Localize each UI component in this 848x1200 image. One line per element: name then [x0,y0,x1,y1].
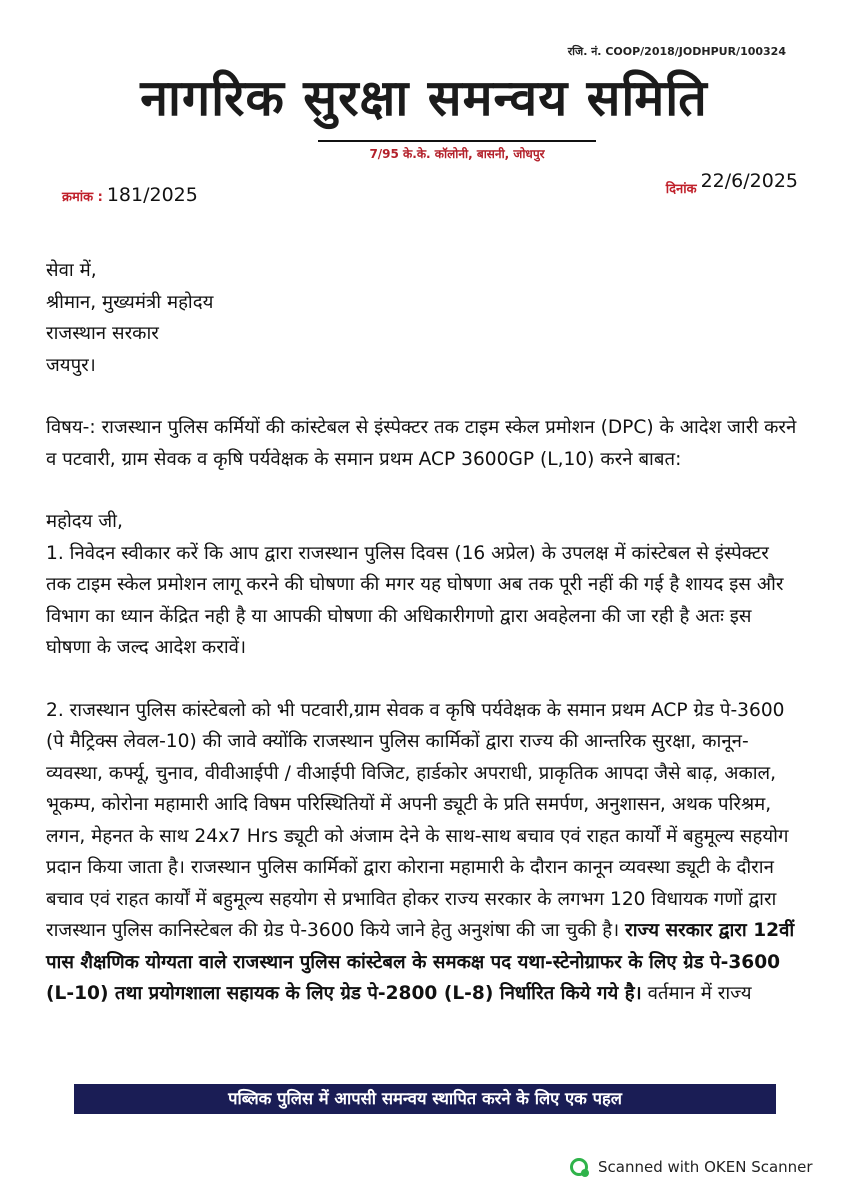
organization-address: 7/95 के.के. कॉलोनी, बासनी, जोधपुर [318,140,596,162]
recipient-line: राजस्थान सरकार [46,323,159,344]
reference-row [62,170,798,208]
paragraph-1: 1. निवेदन स्वीकार करें कि आप द्वारा राजस्थान पुलिस दिवस (16 अप्रेल) के उपलक्ष में कांस्टेबल से इंस्पेक्टर तक टाइम स्केल प्रमोशन लागू करने की घोषणा की मगर यह घोषणा अब तक पूरी नहीं की गई है शायद इस और विभाग का ध्यान केंद्रित नही है या आपकी घोषणा की अधिकारीगणो द्वारा अवहेलना की जा रही है अतः इस घोषणा के जल्द आदेश करावें। [46,542,784,658]
registration-number: रजि. नं. COOP/2018/JODHPUR/100324 [567,45,786,58]
salutation: महोदय जी, [46,511,123,532]
paragraph-2 [46,695,798,1010]
paragraph-2-bold-text: राज्य सरकार द्वारा 12वीं पास शैक्षणिक योग्यता वाले राजस्थान पुलिस कांस्टेबल के समकक्ष पद यथा-स्टेनोग्राफर के लिए ग्रेड पे-3600 (L-10) तथा प्रयोगशाला सहायक के लिए ग्रेड पे-2800 (L-8) निर्धारित किये गये है। [46,920,795,1004]
scanner-watermark [570,1158,813,1176]
letter-date [665,170,798,198]
reference-number-label: क्रमांक : [62,190,103,205]
subject-paragraph: विषय-: राजस्थान पुलिस कर्मियों की कांस्टेबल से इंस्पेक्टर तक टाइम स्केल प्रमोशन (DPC) के आदेश जारी करने व पटवारी, ग्राम सेवक व कृषि पर्यवेक्षक के समान प्रथम ACP 3600GP (L,10) करने बाबत: [46,417,797,470]
recipient-line: श्रीमान, मुख्यमंत्री महोदय [46,291,214,313]
organization-title: नागरिक सुरक्षा समन्वय समिति [140,69,708,127]
date-value: 22/6/2025 [700,170,798,192]
recipient-line: जयपुर। [46,354,96,376]
footer-banner: पब्लिक पुलिस में आपसी समन्वय स्थापित करने के लिए एक पहल [74,1084,776,1114]
letter-body [46,255,798,1010]
recipient-line: सेवा में, [46,260,97,281]
paragraph-2-end-text: वर्तमान में राज्य [647,983,752,1004]
paragraph-2-text: 2. राजस्थान पुलिस कांस्टेबलो को भी पटवारी,ग्राम सेवक व कृषि पर्यवेक्षक के समान प्रथम ACP ग्रेड पे-3600 (पे मैट्रिक्स लेवल-10) की जावे क्योंकि राजस्थान पुलिस कार्मिकों द्वारा राज्य की आन्तरिक सुरक्षा, कानून-व्यवस्था, कर्फ्यू, चुनाव, वीवीआईपी / वीआईपी विजिट, हार्डकोर अपराधी, प्राकृतिक आपदा जैसे बाढ़, अकाल, भूकम्प, कोरोना महामारी आदि विषम परिस्थितियों में अपनी ड्यूटी के प्रति समर्पण, अनुशासन, अथक परिश्रम, लगन, मेहनत के साथ 24x7 Hrs ड्यूटी को अंजाम देने के साथ-साथ बचाव एवं राहत कार्यों में बहुमूल्य सहयोग प्रदान किया जाता है। राजस्थान पुलिस कार्मिकों द्वारा कोराना महामारी के दौरान कानून व्यवस्था ड्यूटी के दौरान बचाव एवं राहत कार्यों में बहुमूल्य सहयोग से प्रभावित होकर राज्य सरकार के लगभग 120 विधायक गणों द्वारा राजस्थान पुलिस कानिस्टेबल की ग्रेड पे-3600 किये जाने हेतु अनुशंषा की जा चुकी है। [46,699,789,941]
recipient-block [46,255,798,381]
scanner-logo-icon [570,1158,588,1176]
date-label: दिनांक [665,182,697,197]
reference-number-value: 181/2025 [106,184,198,206]
scanner-text: Scanned with OKEN Scanner [598,1158,813,1176]
reference-number [62,184,198,206]
